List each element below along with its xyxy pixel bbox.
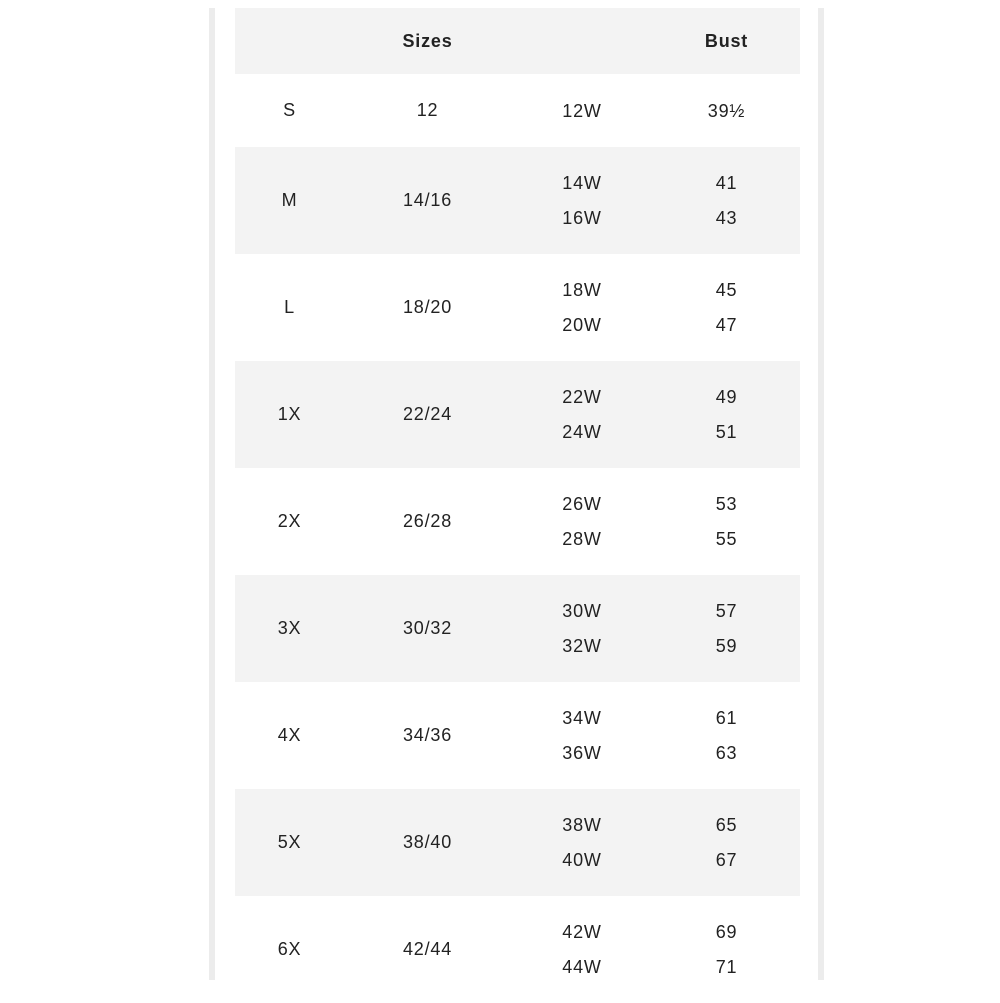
numeric-size-cell: 38/40	[402, 832, 453, 852]
women-size-value: 16W	[562, 208, 602, 228]
women-size-value: 34W	[562, 708, 602, 728]
table-row	[235, 361, 800, 468]
women-size-stack	[511, 493, 653, 550]
women-size-cell	[511, 468, 653, 575]
women-size-cell	[511, 575, 653, 682]
size-label-cell: S	[283, 100, 296, 120]
size-label-cell: 4X	[277, 725, 302, 745]
women-size-stack	[511, 100, 653, 122]
bust-stack	[653, 386, 800, 443]
women-size-cell	[511, 361, 653, 468]
women-size-value: 14W	[562, 173, 602, 193]
header-cell-label	[235, 8, 344, 74]
bust-stack	[653, 814, 800, 871]
women-size-value: 36W	[562, 743, 602, 763]
bust-cell	[653, 254, 800, 361]
bust-cell	[653, 147, 800, 254]
size-label-cell: 6X	[277, 939, 302, 959]
bust-stack	[653, 600, 800, 657]
bust-value: 53	[715, 494, 738, 514]
bust-value: 63	[715, 743, 738, 763]
numeric-size-cell: 34/36	[402, 725, 453, 745]
size-chart-table	[235, 8, 800, 1003]
bust-value: 57	[715, 601, 738, 621]
women-size-cell	[511, 789, 653, 896]
bust-value: 59	[715, 636, 738, 656]
women-size-value: 26W	[562, 494, 602, 514]
bust-cell	[653, 896, 800, 1003]
women-size-cell	[511, 682, 653, 789]
bust-stack	[653, 707, 800, 764]
bust-value: 39½	[707, 100, 746, 121]
bust-stack	[653, 279, 800, 336]
size-label-cell: 1X	[277, 404, 302, 424]
bust-value: 55	[715, 529, 738, 549]
numeric-size-cell: 22/24	[402, 404, 453, 424]
right-border	[818, 8, 824, 980]
numeric-size-cell: 14/16	[402, 190, 453, 210]
women-size-value: 42W	[562, 922, 602, 942]
women-size-value: 12W	[562, 100, 602, 121]
table-header-row	[235, 8, 800, 74]
bust-stack	[653, 493, 800, 550]
header-cell-women-sizes	[511, 8, 653, 74]
bust-stack	[653, 172, 800, 229]
header-cell-sizes: Sizes	[402, 30, 453, 51]
bust-value: 51	[715, 422, 738, 442]
table-row	[235, 468, 800, 575]
table-row	[235, 254, 800, 361]
bust-cell	[653, 575, 800, 682]
bust-value: 45	[715, 280, 738, 300]
table-row	[235, 896, 800, 1003]
table-body	[235, 74, 800, 1003]
bust-stack	[653, 100, 800, 122]
women-size-value: 20W	[562, 315, 602, 335]
women-size-stack	[511, 814, 653, 871]
table-row	[235, 682, 800, 789]
table-row	[235, 74, 800, 147]
bust-value: 67	[715, 850, 738, 870]
header-cell-bust: Bust	[704, 30, 749, 51]
women-size-stack	[511, 600, 653, 657]
women-size-stack	[511, 279, 653, 336]
women-size-value: 18W	[562, 280, 602, 300]
women-size-stack	[511, 707, 653, 764]
women-size-value: 24W	[562, 422, 602, 442]
women-size-value: 38W	[562, 815, 602, 835]
women-size-value: 28W	[562, 529, 602, 549]
women-size-stack	[511, 172, 653, 229]
numeric-size-cell: 18/20	[402, 297, 453, 317]
size-label-cell: 5X	[277, 832, 302, 852]
women-size-cell	[511, 147, 653, 254]
bust-stack	[653, 921, 800, 978]
women-size-value: 30W	[562, 601, 602, 621]
women-size-cell	[511, 74, 653, 147]
table-row	[235, 789, 800, 896]
size-label-cell: M	[281, 190, 298, 210]
bust-cell	[653, 361, 800, 468]
bust-value: 41	[715, 173, 738, 193]
bust-cell	[653, 74, 800, 147]
size-label-cell: 3X	[277, 618, 302, 638]
bust-value: 69	[715, 922, 738, 942]
women-size-cell	[511, 254, 653, 361]
bust-value: 65	[715, 815, 738, 835]
women-size-stack	[511, 386, 653, 443]
women-size-value: 22W	[562, 387, 602, 407]
bust-value: 61	[715, 708, 738, 728]
bust-cell	[653, 468, 800, 575]
bust-cell	[653, 682, 800, 789]
table-row	[235, 575, 800, 682]
women-size-cell	[511, 896, 653, 1003]
numeric-size-cell: 12	[416, 100, 439, 120]
left-border	[209, 8, 215, 980]
numeric-size-cell: 42/44	[402, 939, 453, 959]
bust-value: 49	[715, 387, 738, 407]
bust-cell	[653, 789, 800, 896]
numeric-size-cell: 30/32	[402, 618, 453, 638]
women-size-stack	[511, 921, 653, 978]
women-size-value: 32W	[562, 636, 602, 656]
bust-value: 71	[715, 957, 738, 977]
women-size-value: 44W	[562, 957, 602, 977]
size-label-cell: 2X	[277, 511, 302, 531]
table-row	[235, 147, 800, 254]
bust-value: 43	[715, 208, 738, 228]
size-label-cell: L	[284, 297, 295, 317]
bust-value: 47	[715, 315, 738, 335]
numeric-size-cell: 26/28	[402, 511, 453, 531]
women-size-value: 40W	[562, 850, 602, 870]
